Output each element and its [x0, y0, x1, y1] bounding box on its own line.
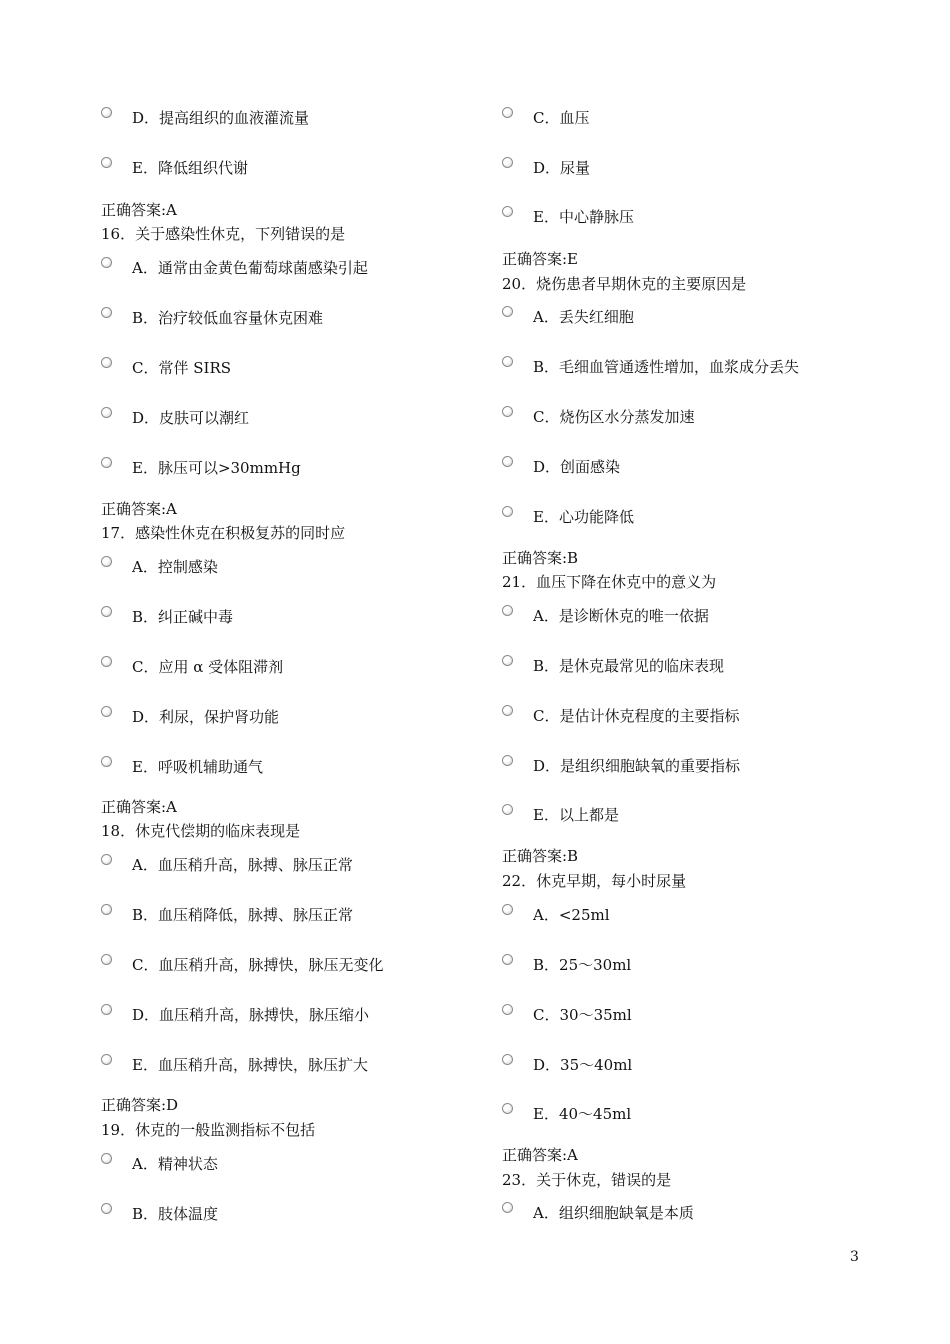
question-text: 21．血压下降在休克中的意义为 [502, 573, 717, 591]
radio-button-icon[interactable] [101, 606, 112, 617]
answer-15: 正确答案:A [101, 201, 177, 219]
answer: 正确答案:A [502, 1146, 578, 1164]
radio-button-icon[interactable] [101, 457, 112, 468]
radio-button-icon[interactable] [502, 1103, 513, 1114]
option-a[interactable]: A．<25ml [502, 906, 902, 936]
option-a[interactable]: A．丢失红细胞 [502, 308, 902, 338]
radio-button-icon[interactable] [101, 904, 112, 915]
radio-button-icon[interactable] [502, 306, 513, 317]
option-d[interactable]: D．利尿，保护肾功能 [101, 708, 501, 738]
option-b[interactable]: B．是休克最常见的临床表现 [502, 657, 902, 687]
option-c[interactable]: C．是估计休克程度的主要指标 [502, 707, 902, 737]
option-b[interactable]: B．25～30ml [502, 956, 902, 986]
radio-button-icon[interactable] [101, 1153, 112, 1164]
option-d[interactable]: D．创面感染 [502, 458, 902, 488]
option-b[interactable]: B．肢体温度 [101, 1205, 501, 1235]
question-text: 16．关于感染性休克，下列错误的是 [101, 225, 346, 243]
option-e[interactable]: E．40～45ml [502, 1105, 902, 1135]
option-c[interactable]: C．应用 α 受体阻滞剂 [101, 658, 501, 688]
radio-button-icon[interactable] [101, 556, 112, 567]
option-e[interactable]: E．呼吸机辅助通气 [101, 758, 501, 788]
answer: 正确答案:B [502, 549, 579, 567]
radio-button-icon[interactable] [502, 1054, 513, 1065]
option-b[interactable]: B．治疗较低血容量休克困难 [101, 309, 501, 339]
option-d[interactable]: D．皮肤可以潮红 [101, 409, 501, 439]
answer-19: 正确答案:E [502, 250, 579, 268]
option-c[interactable]: C．30～35ml [502, 1006, 902, 1036]
answer: 正确答案:A [101, 798, 177, 816]
page-number: 3 [850, 1249, 859, 1265]
option-a[interactable]: A．血压稍升高，脉搏、脉压正常 [101, 856, 501, 886]
option-e[interactable]: E．以上都是 [502, 806, 902, 836]
radio-button-icon[interactable] [101, 954, 112, 965]
radio-button-icon[interactable] [502, 705, 513, 716]
option-19-c[interactable]: C．血压 [502, 109, 902, 139]
radio-button-icon[interactable] [101, 1004, 112, 1015]
radio-button-icon[interactable] [502, 904, 513, 915]
option-d[interactable]: D．是组织细胞缺氧的重要指标 [502, 757, 902, 787]
option-a[interactable]: A．控制感染 [101, 558, 501, 588]
option-15-e[interactable]: E．降低组织代谢 [101, 159, 501, 189]
option-19-e[interactable]: E．中心静脉压 [502, 208, 902, 238]
answer: 正确答案:A [101, 500, 177, 518]
radio-button-icon[interactable] [101, 1203, 112, 1214]
option-d[interactable]: D．35～40ml [502, 1056, 902, 1086]
radio-button-icon[interactable] [101, 157, 112, 168]
radio-button-icon[interactable] [502, 506, 513, 517]
question-text: 22．休克早期，每小时尿量 [502, 872, 687, 890]
option-e[interactable]: E．血压稍升高，脉搏快，脉压扩大 [101, 1056, 501, 1086]
radio-button-icon[interactable] [101, 257, 112, 268]
radio-button-icon[interactable] [502, 206, 513, 217]
radio-button-icon[interactable] [101, 656, 112, 667]
radio-button-icon[interactable] [502, 157, 513, 168]
option-a[interactable]: A．通常由金黄色葡萄球菌感染引起 [101, 259, 501, 289]
option-b[interactable]: B．纠正碱中毒 [101, 608, 501, 638]
option-a[interactable]: A．精神状态 [101, 1155, 501, 1185]
question-text: 17．感染性休克在积极复苏的同时应 [101, 524, 346, 542]
radio-button-icon[interactable] [502, 655, 513, 666]
question-text: 19．休克的一般监测指标不包括 [101, 1121, 316, 1139]
radio-button-icon[interactable] [502, 804, 513, 815]
option-19-d[interactable]: D．尿量 [502, 159, 902, 189]
option-c[interactable]: C．烧伤区水分蒸发加速 [502, 408, 902, 438]
option-b[interactable]: B．血压稍降低，脉搏、脉压正常 [101, 906, 501, 936]
question-text: 18．休克代偿期的临床表现是 [101, 822, 301, 840]
question-text: 23．关于休克，错误的是 [502, 1171, 672, 1189]
option-c[interactable]: C．血压稍升高，脉搏快，脉压无变化 [101, 956, 501, 986]
radio-button-icon[interactable] [502, 406, 513, 417]
radio-button-icon[interactable] [502, 107, 513, 118]
radio-button-icon[interactable] [502, 755, 513, 766]
option-e[interactable]: E．心功能降低 [502, 508, 902, 538]
radio-button-icon[interactable] [101, 1054, 112, 1065]
question-text: 20．烧伤患者早期休克的主要原因是 [502, 275, 747, 293]
answer: 正确答案:B [502, 847, 579, 865]
option-a[interactable]: A．组织细胞缺氧是本质 [502, 1204, 902, 1234]
option-a[interactable]: A．是诊断休克的唯一依据 [502, 607, 902, 637]
answer: 正确答案:D [101, 1096, 179, 1114]
option-15-d[interactable]: D．提高组织的血液灌流量 [101, 109, 501, 139]
radio-button-icon[interactable] [101, 407, 112, 418]
radio-button-icon[interactable] [101, 307, 112, 318]
radio-button-icon[interactable] [101, 107, 112, 118]
radio-button-icon[interactable] [502, 456, 513, 467]
option-d[interactable]: D．血压稍升高，脉搏快，脉压缩小 [101, 1006, 501, 1036]
radio-button-icon[interactable] [101, 357, 112, 368]
radio-button-icon[interactable] [502, 954, 513, 965]
option-b[interactable]: B．毛细血管通透性增加，血浆成分丢失 [502, 358, 902, 388]
option-c[interactable]: C．常伴 SIRS [101, 359, 501, 389]
radio-button-icon[interactable] [101, 854, 112, 865]
radio-button-icon[interactable] [101, 756, 112, 767]
option-e[interactable]: E．脉压可以>30mmHg [101, 459, 501, 489]
radio-button-icon[interactable] [502, 605, 513, 616]
radio-button-icon[interactable] [101, 706, 112, 717]
radio-button-icon[interactable] [502, 1004, 513, 1015]
radio-button-icon[interactable] [502, 1202, 513, 1213]
radio-button-icon[interactable] [502, 356, 513, 367]
